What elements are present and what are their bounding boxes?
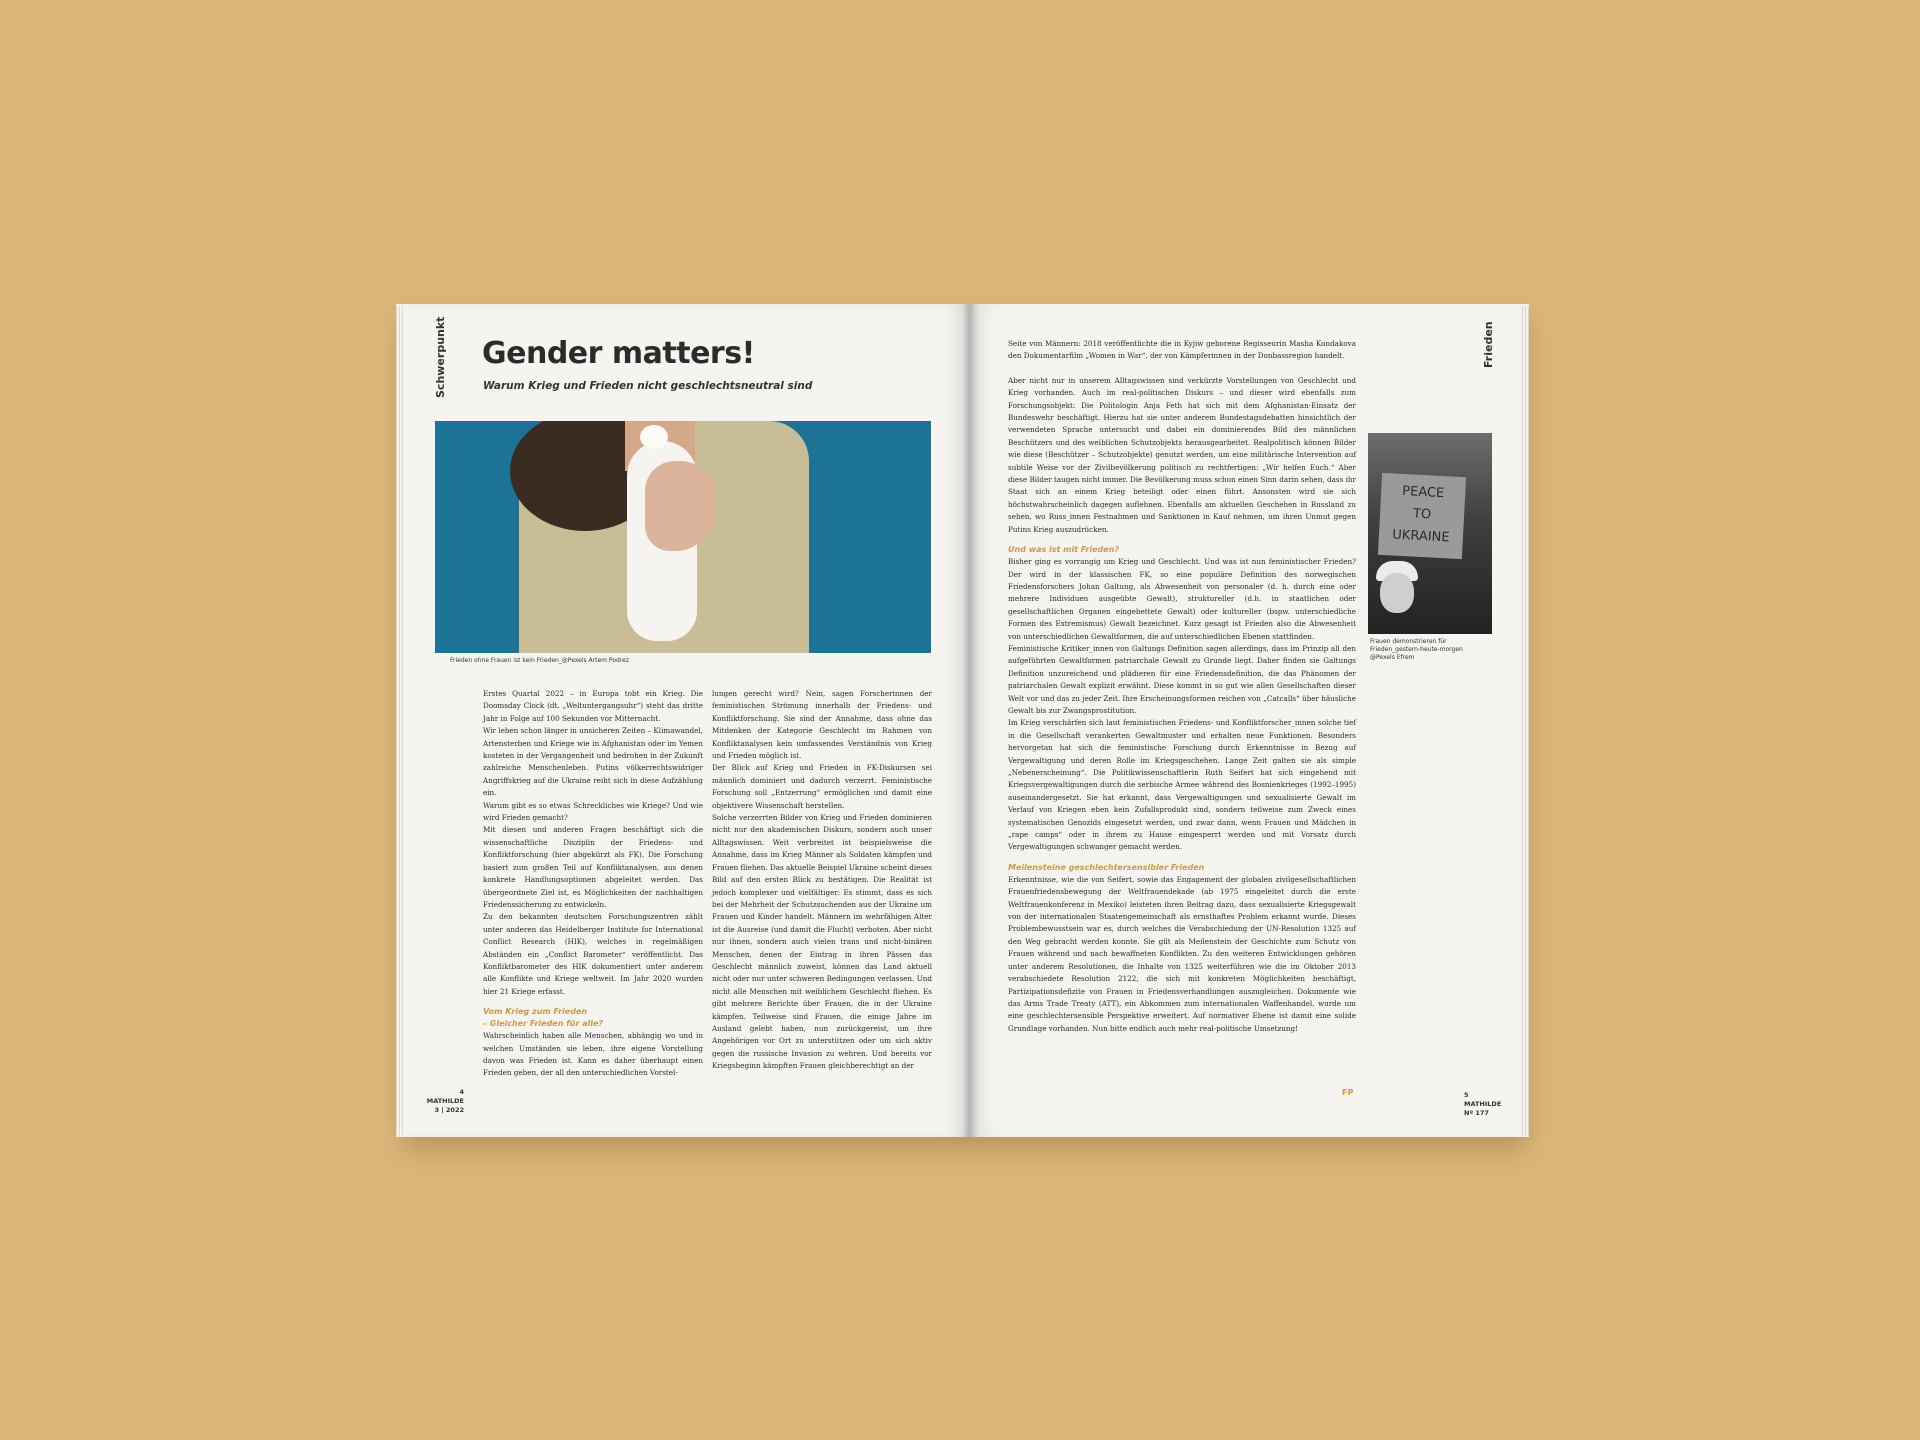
left-column-2 [712, 688, 932, 1073]
paragraph: Warum gibt es so etwas Schreckliches wie Kriege? Und wie wird Frieden gemacht? [483, 800, 703, 823]
paragraph: Der Blick auf Krieg und Frieden in FK-Diskursen sei männlich dominiert und dadurch verzerrt. Feministische Forschung soll „Entzerrung“ ermöglichen und damit eine objektivere Wissenschaft herstellen. [712, 763, 932, 810]
subheading-line-2: – Gleicher Frieden für alle? [483, 1019, 604, 1029]
paragraph: Im Krieg verschärfen sich laut feministischen Friedens- und Konfliktforscher_innen solche tief in die Gesellschaft verankerten Gewaltmuster und erhalten neue Funktionen. Besonders hervorgetan hat sich die feministische Forschung durch Erkenntnisse in Bezug auf Vergewaltigung und deren Rolle im Kriegsgeschehen. Lange Zeit galten sie als simple „Nebenerscheinung“. Die Politikwissenschaftlerin Ruth Seifert hat sich eingehend mit Kriegsvergewaltigungen durch die serbische Armee während des Bosnienkrieges (1992–1995) auseinandergesetzt. Sie hat erkannt, dass Vergewaltigungen und sexualisierte Gewalt im Verlauf von Kriegen eben kein Zufallsprodukt sind, sondern teilweise zum Zweck eines systematischen Genozids eingesetzt werden, und zwar dann, wenn Frauen und Mädchen in „rape camps“ oder in ihrem zu Hause eingesperrt werden und mit Vorsatz durch Vergewaltigungen schwanger gemacht werden. [1008, 718, 1356, 852]
sign-text-line-2: TO [1412, 506, 1432, 523]
paragraph: Bisher ging es vorrangig um Krieg und Geschlecht. Und was ist nun feministischer Frieden? Der wird in der klassischen FK, so eine populäre Definition des norwegischen Friedensforschers Johan Galtung, als Abwesenheit von personaler (d. h. durch eine oder mehrere Individuen ausgeübte Gewalt), struktureller (d.h. in staatlichen oder gesellschaftlichen Organen eingebettete Gewalt) oder kultureller (bspw. unterschiedliche Formen des Extremismus) Gewalt bezeichnet. Kurz gesagt ist Frieden also die Abwesenheit von unterschiedlichen Gewaltformen, die auf unterschiedlichen Ebenen stattfinden. [1008, 557, 1356, 641]
left-column-1 [483, 688, 703, 1080]
protest-sign [1378, 473, 1466, 559]
subheading-line-1: Vom Krieg zum Frieden [483, 1007, 588, 1017]
dove-head [640, 425, 668, 449]
sign-text-line-3: UKRAINE [1391, 527, 1450, 546]
author-initials: FP [1342, 1088, 1354, 1097]
paragraph: Mit diesen und anderen Fragen beschäftigt sich die wissenschaftliche Disziplin der Friedens- und Konfliktforschung (hier abgekürzt als FK). Die Forschung basiert zum großen Teil auf Konfliktanalysen, aus denen konkrete Handlungsoptionen abgeleitet werden. Das übergeordnete Ziel ist, es Möglichkeiten der nachhaltigen Friedenssicherung zu entwickeln. [483, 825, 703, 909]
article-title: Gender matters! [482, 336, 755, 371]
dove-photo [435, 421, 931, 653]
issue-label: Nº 177 [1464, 1109, 1489, 1117]
page-number: 5 [1464, 1091, 1469, 1099]
caption-line-1: Frauen demonstrieren für [1370, 638, 1447, 645]
paragraph: lungen gerecht wird? Nein, sagen Forscherinnen der feministischen Strömung innerhalb der Friedens- und Konfliktforschung. Sie sind der Annahme, dass ohne das Mitdenken der Kategorie Geschlecht im Rahmen von Konfliktanalysen kein umfassendes Verständnis von Krieg und Frieden möglich ist. [712, 689, 932, 761]
subheading [483, 1006, 703, 1030]
right-column [1008, 338, 1356, 1035]
photo-face [1380, 573, 1414, 613]
issue-label: 3 | 2022 [434, 1106, 464, 1114]
photo-caption-right [1370, 638, 1463, 662]
caption-line-3: @Pexels Efrem [1370, 654, 1415, 661]
paragraph: Feministische Kritiker_innen von Galtungs Definition sagen allerdings, dass im Prinzip all den aufgeführten Gewaltformen patriarchale Gewalt zu Grunde liegt. Daher finden sie Galtungs Definition unzureichend und plädieren für eine Friedensdefinition, die das Phänomen der patriarchalen Gewalt explizit erwähnt. Diese kommt in so gut wie allen Gesellschaften dieser Welt vor und das zu jeder Zeit. Ihre Erscheinungsformen reichen von „Catcalls“ über häusliche Gewalt bis zur Zwangsprostitution. [1008, 643, 1357, 715]
paragraph: Solche verzerrten Bilder von Krieg und Frieden dominieren nicht nur den akademischen Diskurs, sondern auch unser Alltagswissen. Weit verbreitet ist beispielsweise die Annahme, dass im Krieg Männer als Soldaten kämpfen und Frauen fliehen. Das aktuelle Beispiel Ukraine scheint dieses Bild auf den ersten Blick zu bestätigen. Die Realität ist jedoch komplexer und vielfältiger: Es stimmt, dass es sich bei der Mehrheit der Schutzsuchenden aus der Ukraine um Frauen und Kinder handelt. Männern im wehrfähigen Alter ist die Ausreise (und damit die Flucht) verboten. Aber nicht nur ihnen, sondern auch vielen trans und nicht-binären Menschen, denen der Eintrag in ihren Pässen das Geschlecht männlich zuweist, können das Land aktuell nicht oder nur unter schweren Bedingungen verlassen. Und nicht alle Menschen mit weiblichem Geschlecht fliehen. Es gibt mehrere Berichte über Frauen, die in der Ukraine kämpfen. Teilweise sind Frauen, die einige Jahre im Ausland gelebt haben, nun zurückgereist, um ihre Angehörigen vor Ort zu unterstützen oder um sich aktiv gegen die russische Invasion zu wehren. Und bereits vor Kriegsbeginn kämpften Frauen gleichberechtigt an der [712, 813, 932, 1071]
section-label-frieden: Frieden [1482, 321, 1495, 368]
subheading: Und was ist mit Frieden? [1008, 545, 1120, 555]
paragraph: Wir leben schon länger in unsicheren Zeiten – Klimawandel, Artensterben und Kriege wie in Afghanistan oder im Yemen kosteten in der Vergangenheit und bedrohen in der Zukunft zahlreiche Menschenleben. Putins völkerrechtswidriger Angriffskrieg auf die Ukraine reiht sich in diese Aufzählung ein. [483, 726, 703, 798]
left-page-footer [420, 1088, 464, 1115]
paragraph: Erkenntnisse, wie die von Seifert, sowie das Engagement der globalen zivilgesellschaftlichen Frauenfriedensbewegung der Weltfrauendekade (ab 1975 eingeleitet durch die erste Weltfrauenkonferenz in Mexiko) leisteten ihren Beitrag dazu, dass sexualisierte Kriegsgewalt von der internationalen Staatengemeinschaft als ernsthaftes Problem erkannt wurde. Dieses Problembewusstsein war es, durch welches die Verabschiedung der UN-Resolution 1325 auf den Weg gebracht werden konnte. Sie gilt als Meilenstein der Geschichte zum Schutz von Frauen während und nach bewaffneten Konflikten. Zu den weiteren Entwicklungen gehören unter anderem Resolutionen, die Inhalte von 1325 weiterführen wie die im Oktober 2013 verabschiedete Resolution 2122, die sich mit konkreten Möglichkeiten beschäftigt, Partizipationsdefizite von Frauen in Friedensverhandlungen auszugleichen. Dokumente wie das Arms Trade Treaty (ATT), ein Abkommen zum internationalen Waffenhandel, wurde um eine geschlechtersensible Perspektive erweitert. Auf normativer Ebene ist damit eine solide Grundlage vorhanden. Nun bitte endlich auch mehr real-politische Umsetzung! [1008, 874, 1356, 1033]
photo-caption-left: Frieden ohne Frauen ist kein Frieden_@Pexels Artem Podrez [450, 657, 629, 664]
magazine-name: MATHILDE [426, 1097, 464, 1105]
left-page-edge [396, 306, 404, 1135]
paragraph: Aber nicht nur in unserem Alltagswissen sind verkürzte Vorstellungen von Geschlecht und Krieg vorhanden. Auch im real-politischen Diskurs – und dieser wird ebenfalls zum Forschungsobjekt: Die Politologin Anja Feth hat sich mit dem Afghanistan-Einsatz der Bundeswehr beschäftigt. Hierzu hat sie unter anderem Bundestagsdebatten hinsichtlich der verwendeten Sprache untersucht und dabei ein dominierendes Bild des männlichen Beschützers und des weiblichen Schutzobjekts herausgearbeitet. Realpolitisch können Bilder wie diese (Beschützer – Schutzobjekte) genutzt werden, um eine militärische Intervention auf subtile Weise vor der Zivilbevölkerung politisch zu rechtfertigen: „Wir helfen Euch.“ Aber diese Bilder taugen nicht immer. Die Bevölkerung muss schon einen Sinn darin sehen, dass ihr Staat sich an einem Krieg beteiligt oder einen führt. Ansonsten wird sie sich höchstwahrscheinlich dagegen auflehnen. Ebenfalls am aktuellen Geschehen in Russland zu sehen, wo Russ_innen Festnahmen und Sanktionen in Kauf nehmen, um ihren Unmut gegen Putins Krieg auszudrücken. [1008, 375, 1356, 534]
paragraph: Erstes Quartal 2022 – in Europa tobt ein Krieg. Die Doomsday Clock (dt. „Weltuntergangsuhr“) steht das dritte Jahr in Folge auf 100 Sekunden vor Mitternacht. [483, 689, 703, 723]
book-gutter [962, 304, 978, 1137]
right-page-edge [1520, 306, 1529, 1135]
section-label-schwerpunkt: Schwerpunkt [434, 316, 447, 398]
photo-hand [645, 461, 715, 551]
magazine-name: MATHILDE [1464, 1100, 1502, 1108]
right-page-footer [1464, 1091, 1508, 1118]
page-number: 4 [459, 1088, 464, 1096]
protest-photo [1368, 433, 1492, 634]
paragraph: Wahrscheinlich haben alle Menschen, abhängig wo und in welchen Umständen sie leben, ihre eigene Vorstellung davon was Frieden ist. Kann es daher überhaupt einen Frieden geben, der all den unterschiedlichen Vorstel- [483, 1031, 703, 1078]
caption-line-2: Frieden_gestern-heute-morgen [1370, 646, 1463, 653]
sign-text-line-1: PEACE [1401, 483, 1445, 502]
article-subtitle: Warum Krieg und Frieden nicht geschlechtsneutral sind [483, 380, 813, 392]
paragraph: Seite von Männern: 2018 veröffentlichte die in Kyjiw geborene Regisseurin Masha Kondakova den Dokumentarfilm „Women in War“, der von Kämpferinnen in der Donbassregion handelt. [1008, 339, 1356, 361]
paragraph: Zu den bekannten deutschen Forschungszentren zählt unter anderen das Heidelberger Institute for International Conflict Research (HIK), welches in regelmäßigen Abständen ein „Conflict Barometer“ veröffentlicht. Das Konfliktbarometer des HIK dokumentiert unter anderem alle Konflikte und Kriege weltweit. Im Jahr 2020 wurden hier 21 Kriege erfasst. [483, 912, 703, 996]
subheading: Meilensteine geschlechtersensibler Frieden [1008, 862, 1205, 872]
